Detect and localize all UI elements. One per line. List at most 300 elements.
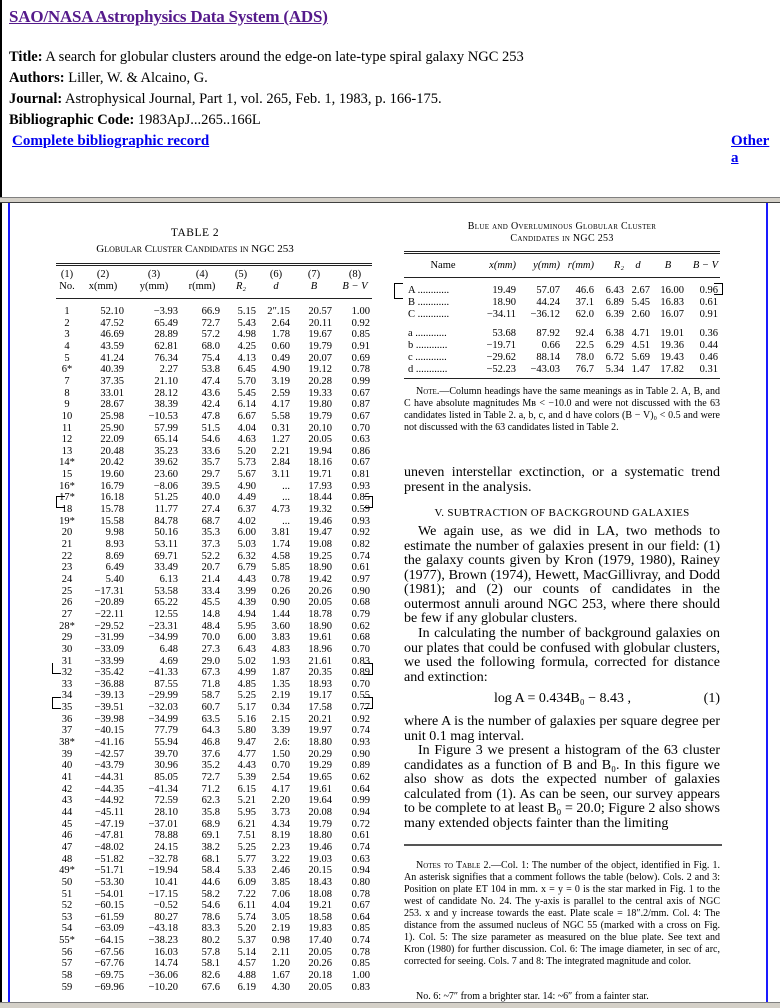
- bracket-mark: [52, 663, 61, 674]
- table-cell: 16.03: [154, 946, 178, 958]
- authors-field: [9, 68, 208, 89]
- table-cell: 20.10: [308, 422, 332, 434]
- table-row: [404, 297, 724, 309]
- table-cell: 85.05: [154, 772, 178, 783]
- table-cell: 35: [61, 702, 73, 714]
- table-cell: 72.59: [154, 795, 178, 807]
- table-cell: 4.30: [271, 981, 290, 993]
- table-cell: 26: [61, 597, 73, 609]
- table-cell: 20: [61, 527, 73, 539]
- table-cell: 0.87: [351, 399, 370, 411]
- table-cell: 18: [61, 504, 73, 516]
- table-cell: 5.40: [105, 573, 124, 585]
- table-row: [0, 329, 390, 341]
- table-cell: 47.52: [100, 317, 124, 329]
- table-cell: 19.01: [660, 328, 684, 339]
- table3-title: Blue and Overluminous Globular Cluster: [467, 221, 657, 232]
- table-cell: 5.20: [237, 445, 256, 457]
- table-cell: 4.13: [237, 352, 256, 364]
- table-cell: 0.78: [351, 888, 370, 900]
- table-cell: 19.12: [308, 364, 332, 376]
- table-cell: 19.46: [308, 841, 332, 853]
- table-cell: 38.39: [154, 399, 178, 411]
- table-row: [0, 318, 390, 330]
- table-cell: 39: [61, 748, 73, 760]
- table-cell: −17.31: [94, 585, 124, 597]
- page-edge-line: [766, 203, 768, 1003]
- table-cell: 80.2: [201, 935, 220, 947]
- note-label: Note.: [416, 386, 440, 397]
- table-cell: −69.75: [94, 970, 124, 982]
- table-cell: 5.25: [237, 690, 256, 702]
- table-cell: 17*: [59, 492, 75, 504]
- table-cell: 0.72: [351, 818, 370, 830]
- table-row: [0, 527, 390, 539]
- table-cell: 55*: [59, 935, 75, 947]
- field-label: Title:: [9, 49, 43, 65]
- table-cell: 5.34: [605, 364, 624, 375]
- table-cell: 0.60: [271, 340, 290, 352]
- table-cell: 0.69: [351, 352, 370, 364]
- col-header: R₂: [613, 260, 624, 271]
- table-cell: 10: [61, 410, 73, 422]
- table-cell: 62.81: [154, 340, 178, 352]
- table-cell: 58.1: [201, 958, 220, 970]
- table-cell: −40.15: [94, 725, 124, 737]
- paragraph: uneven interstellar exctinction, or a systematic trend present in the analysis.: [404, 465, 720, 495]
- table-cell: 33.49: [154, 562, 178, 574]
- table-cell: ...: [282, 480, 290, 492]
- table-cell: 0.92: [351, 527, 370, 539]
- table-cell: 45.5: [201, 597, 220, 609]
- table-cell: 20.08: [308, 806, 332, 818]
- table-cell: 48: [61, 853, 73, 865]
- table-cell: 0.93: [351, 515, 370, 527]
- table-cell: 19.65: [308, 772, 332, 783]
- table-cell: 6.39: [605, 309, 624, 320]
- table-cell: 0.61: [699, 297, 718, 308]
- table-cell: −44.92: [94, 795, 124, 807]
- table-cell: 21: [61, 539, 73, 550]
- table-cell: 18.90: [492, 297, 516, 308]
- table-row: [404, 285, 724, 297]
- table-cell: 19.49: [492, 285, 516, 296]
- table-cell: 2″.15: [267, 306, 290, 317]
- table-cell: 9.98: [105, 527, 124, 539]
- table-cell: 68.9: [201, 818, 220, 830]
- table-cell: 20.26: [308, 958, 332, 970]
- table-cell: 68.1: [201, 853, 220, 865]
- table-cell: 16.79: [100, 480, 124, 492]
- table-cell: 0.74: [351, 550, 370, 562]
- table-cell: 53.58: [154, 585, 178, 597]
- table-cell: 19.08: [308, 539, 332, 550]
- table-cell: 54.6: [201, 900, 220, 912]
- table-cell: 76.7: [575, 364, 594, 375]
- table-cell: 6.43: [605, 285, 624, 296]
- table-cell: 19.79: [308, 410, 332, 422]
- table-cell: −20.89: [94, 597, 124, 609]
- table-cell: 16.83: [660, 297, 684, 308]
- table-row: [0, 457, 390, 469]
- table-cell: 2.23: [271, 841, 290, 853]
- table-cell: 78.88: [154, 830, 178, 842]
- table-cell: 31: [61, 655, 73, 667]
- table-cell: −33.99: [94, 655, 124, 667]
- table-cell: 19.83: [308, 923, 332, 935]
- table-cell: 27.3: [201, 643, 220, 655]
- field-value: A search for globular clusters around the edge-on late-type spiral galaxy NGC 253: [45, 49, 524, 65]
- table-cell: 4.71: [631, 328, 650, 339]
- table-cell: 4.77: [237, 748, 256, 760]
- table-cell: −10.53: [148, 410, 178, 422]
- table-row: [0, 923, 390, 935]
- table-cell: 6.45: [237, 364, 256, 376]
- table-cell: 0.67: [351, 457, 370, 469]
- table-cell: 57: [61, 958, 73, 970]
- table-cell: 27.4: [201, 504, 220, 516]
- table-cell: 5.74: [237, 911, 256, 923]
- table-cell: −39.51: [94, 702, 124, 714]
- table-cell: 18.90: [308, 620, 332, 632]
- table-cell: 17.82: [660, 364, 684, 375]
- table-cell: 6.32: [237, 550, 256, 562]
- table-cell: 51.5: [201, 422, 220, 434]
- table-cell: 57.07: [536, 285, 560, 296]
- table-cell: 6.00: [237, 527, 256, 539]
- table-row: [0, 586, 390, 598]
- table-cell: −32.03: [148, 702, 178, 714]
- table-cell: 35.2: [201, 760, 220, 772]
- table-cell: 41: [61, 772, 73, 783]
- table-cell: 63.5: [201, 713, 220, 725]
- field-value: Liller, W. & Alcaino, G.: [68, 70, 208, 86]
- table-row: [0, 364, 390, 376]
- table-cell: −19.94: [148, 865, 178, 877]
- scanned-page: [0, 203, 780, 1007]
- bracket-mark: [714, 283, 723, 295]
- bracket-mark: [394, 283, 403, 299]
- table-cell: 7.22: [237, 888, 256, 900]
- table-cell: 5.33: [237, 865, 256, 877]
- table-cell: 19.64: [308, 795, 332, 807]
- table-cell: 4.99: [237, 667, 256, 679]
- table-cell: 58: [61, 970, 73, 982]
- table-cell: 19*: [59, 515, 75, 527]
- table-cell: 2.19: [271, 923, 290, 935]
- table-cell: 39.5: [201, 480, 220, 492]
- table-cell: 50.16: [154, 527, 178, 539]
- table-cell: 47.8: [201, 410, 220, 422]
- bibcode-field: [9, 110, 261, 131]
- table-cell: −29.99: [148, 690, 178, 702]
- bracket-mark: [364, 697, 373, 709]
- table-cell: 72.7: [201, 317, 220, 329]
- table-cell: −34.99: [148, 713, 178, 725]
- table-cell: −53.30: [94, 876, 124, 888]
- table-cell: 35.23: [154, 445, 178, 457]
- table-cell: 4.17: [271, 783, 290, 795]
- table-cell: 4.69: [159, 655, 178, 667]
- table-cell: −41.16: [94, 737, 124, 749]
- table-cell: 0.44: [699, 340, 718, 351]
- table-cell: 59: [61, 981, 73, 993]
- table-rule: [56, 263, 372, 266]
- table-cell: 30.96: [154, 760, 178, 772]
- table-cell: 0.90: [351, 585, 370, 597]
- table-cell: 19.71: [308, 469, 332, 481]
- table-cell: 4.49: [237, 492, 256, 504]
- table-cell: 51.25: [154, 492, 178, 504]
- bracket-mark: [56, 496, 65, 508]
- table-cell: 19.46: [308, 515, 332, 527]
- table-row: [404, 364, 724, 376]
- table-cell: 12: [61, 434, 73, 446]
- table-cell: 2.11: [272, 946, 290, 958]
- table-cell: 37.1: [575, 297, 594, 308]
- table-cell: 0.90: [271, 597, 290, 609]
- table-row: [0, 760, 390, 772]
- table-cell: 19.79: [308, 340, 332, 352]
- table-cell: 44: [61, 806, 73, 818]
- table-cell: −34.11: [486, 309, 516, 320]
- table-row: [0, 714, 390, 726]
- table-cell: 68.7: [201, 515, 220, 527]
- table-cell: 0.64: [351, 911, 370, 923]
- table-cell: 20.26: [308, 585, 332, 597]
- table-cell: 6.13: [159, 573, 178, 585]
- table-cell: 0.70: [271, 760, 290, 772]
- table-cell: −45.11: [94, 806, 124, 818]
- table-cell: −43.18: [148, 923, 178, 935]
- table-cell: 0.96: [699, 285, 718, 296]
- table-cell: 8: [64, 387, 70, 399]
- table-cell: 18.58: [308, 911, 332, 923]
- table-cell: 67.3: [201, 667, 220, 679]
- table-cell: 23: [61, 562, 73, 574]
- table-row: [0, 434, 390, 446]
- table-cell: 30: [61, 643, 73, 655]
- table-cell: 46.69: [100, 329, 124, 341]
- table-cell: 5.45: [237, 387, 256, 399]
- table-cell: 0.61: [351, 830, 370, 842]
- table-cell: 43.6: [201, 387, 220, 399]
- table-cell: 40: [61, 760, 73, 772]
- table-cell: 20.29: [308, 748, 332, 760]
- table-cell: 0.97: [351, 573, 370, 585]
- table-cell: 6.09: [237, 876, 256, 888]
- table-cell: 1.87: [271, 667, 290, 679]
- table-cell: 6.67: [237, 410, 256, 422]
- paragraph: In calculating the number of background galaxies on our plates that could be confused with globular clusters, we used the following formula, corrected for distance and extinction:: [404, 626, 720, 685]
- table-cell: 62.3: [201, 795, 220, 807]
- table-cell: 4.25: [237, 340, 256, 352]
- table-cell: 28.12: [154, 387, 178, 399]
- table-cell: 21.10: [154, 375, 178, 387]
- table-row: [0, 772, 390, 784]
- table-cell: 3.60: [271, 620, 290, 632]
- table-cell: 5.85: [271, 562, 290, 574]
- table-row: [0, 865, 390, 877]
- table-cell: 0.70: [351, 678, 370, 690]
- table-cell: 88.14: [536, 352, 560, 363]
- section-heading: V. SUBTRACTION OF BACKGROUND GALAXIES: [434, 507, 690, 519]
- table-cell: 2.6:: [273, 737, 290, 749]
- table-row: [0, 900, 390, 912]
- complete-record-link[interactable]: Complete bibliographic record: [12, 133, 210, 149]
- table-cell: 0.55: [351, 690, 370, 702]
- table-cell: −23.31: [148, 620, 178, 632]
- table-cell: 0.64: [351, 783, 370, 795]
- table-cell: 42.4: [201, 399, 220, 411]
- col-header: B − V: [692, 260, 718, 271]
- table-cell: 19.97: [308, 725, 332, 737]
- table-cell: 66.9: [201, 306, 220, 317]
- table-cell: 0.79: [351, 608, 370, 620]
- col-num: (7): [307, 269, 321, 280]
- table-cell: 10.41: [154, 876, 178, 888]
- table-cell: 5.95: [237, 620, 256, 632]
- table-cell: 2.15: [271, 713, 290, 725]
- table-cell: 20.18: [308, 970, 332, 982]
- table-cell: 5.37: [237, 935, 256, 947]
- table-cell: 19.25: [308, 550, 332, 562]
- table-cell: −32.78: [148, 853, 178, 865]
- table-cell: 3.73: [271, 806, 290, 818]
- table-cell: 5.14: [237, 946, 256, 958]
- table-cell: 19.79: [308, 818, 332, 830]
- table-cell: 5: [64, 352, 70, 364]
- col-header: Name: [430, 260, 456, 271]
- table-row: [0, 388, 390, 400]
- table-cell: −39.13: [94, 690, 124, 702]
- table-cell: 19.47: [308, 527, 332, 539]
- table-cell: 20.48: [100, 445, 124, 457]
- table-cell: 20.07: [308, 352, 332, 364]
- table-cell: 19.03: [308, 853, 332, 865]
- table-cell: −60.15: [94, 900, 124, 912]
- table-cell: 4.17: [271, 399, 290, 411]
- table-row: [0, 679, 390, 691]
- table-cell: 57.99: [154, 422, 178, 434]
- table-rule: [404, 378, 720, 379]
- table-cell: 32: [61, 667, 73, 679]
- table-cell: 15: [61, 469, 73, 481]
- table-cell: 53.8: [201, 364, 220, 376]
- table-cell: −0.52: [153, 900, 178, 912]
- col-header: B: [310, 281, 318, 292]
- table-cell: 38.2: [201, 841, 220, 853]
- table-cell: 4.51: [631, 340, 650, 351]
- table-cell: 18.16: [308, 457, 332, 469]
- table-row: [0, 982, 390, 994]
- table-row: [0, 621, 390, 633]
- table-cell: 19.80: [308, 399, 332, 411]
- table-cell: 38*: [59, 737, 75, 749]
- table-cell: 20.15: [308, 865, 332, 877]
- table-cell: 19.21: [308, 900, 332, 912]
- table-cell: 1.50: [271, 748, 290, 760]
- table-cell: 44.6: [201, 876, 220, 888]
- table-cell: 40.0: [201, 492, 220, 504]
- table-cell: 5.02: [237, 655, 256, 667]
- table-row: [0, 912, 390, 924]
- table-cell: 0.81: [351, 469, 370, 481]
- table-cell: 3.05: [271, 911, 290, 923]
- table-cell: 57.2: [201, 329, 220, 341]
- table-cell: 42: [61, 783, 73, 795]
- table-cell: 37.35: [100, 375, 124, 387]
- table-cell: 6.72: [605, 352, 624, 363]
- table-cell: 18.08: [308, 888, 332, 900]
- table-cell: 0.31: [271, 422, 290, 434]
- table-cell: 0.85: [351, 923, 370, 935]
- table-cell: 6.79: [237, 562, 256, 574]
- col-header: y(mm): [533, 260, 560, 271]
- table-row: [0, 376, 390, 388]
- col-header: R₂: [235, 281, 247, 292]
- table2-comments: No. 6: ~7″ from a brighter star. 14: ~6″ from a fainter star.: [416, 991, 649, 1002]
- table-cell: 5.43: [237, 317, 256, 329]
- table-cell: 6.15: [237, 783, 256, 795]
- table-row: [0, 737, 390, 749]
- frame-bottom-edge: [0, 1002, 780, 1008]
- table-cell: 0.70: [351, 422, 370, 434]
- title-field: [9, 47, 524, 68]
- table-cell: 37.6: [201, 748, 220, 760]
- table-row: [0, 889, 390, 901]
- table-cell: B ............: [408, 297, 450, 308]
- table-cell: 67.6: [201, 981, 220, 993]
- table-cell: 3.39: [271, 725, 290, 737]
- table-cell: 5.77: [237, 853, 256, 865]
- table-cell: 0.74: [351, 935, 370, 947]
- ads-home-link[interactable]: SAO/NASA Astrophysics Data System (ADS): [9, 7, 328, 26]
- table-cell: C ............: [408, 309, 450, 320]
- table-rule: [404, 277, 720, 278]
- table-row: [0, 795, 390, 807]
- table-cell: −63.09: [94, 923, 124, 935]
- table-cell: 5.45: [631, 297, 650, 308]
- table3-header: [404, 260, 724, 272]
- table-cell: 5.21: [237, 795, 256, 807]
- table-cell: 2.20: [271, 795, 290, 807]
- table-cell: −64.15: [94, 935, 124, 947]
- table-cell: 24: [61, 573, 73, 585]
- table-cell: −10.20: [148, 981, 178, 993]
- table-cell: 4.73: [271, 504, 290, 516]
- col-header: x(mm): [489, 260, 516, 271]
- table-cell: 0.62: [351, 772, 370, 783]
- table-cell: 78.6: [201, 911, 220, 923]
- table-cell: −44.31: [94, 772, 124, 783]
- table-cell: −39.98: [94, 713, 124, 725]
- table-cell: 0.85: [351, 492, 370, 504]
- table-cell: 69.71: [154, 550, 178, 562]
- table-cell: 0.46: [699, 352, 718, 363]
- table-cell: 83.3: [201, 923, 220, 935]
- table-cell: 0.82: [351, 539, 370, 550]
- other-articles-link[interactable]: Other a: [731, 133, 770, 166]
- table-cell: 34: [61, 690, 73, 702]
- table-row: [0, 784, 390, 796]
- table2-subtitle: Globular Cluster Candidates in NGC 253: [96, 243, 294, 255]
- table-cell: 5.95: [237, 806, 256, 818]
- table-cell: 75.4: [201, 352, 220, 364]
- table-cell: 6.49: [105, 562, 124, 574]
- table-cell: −29.62: [486, 352, 516, 363]
- table-cell: −44.35: [94, 783, 124, 795]
